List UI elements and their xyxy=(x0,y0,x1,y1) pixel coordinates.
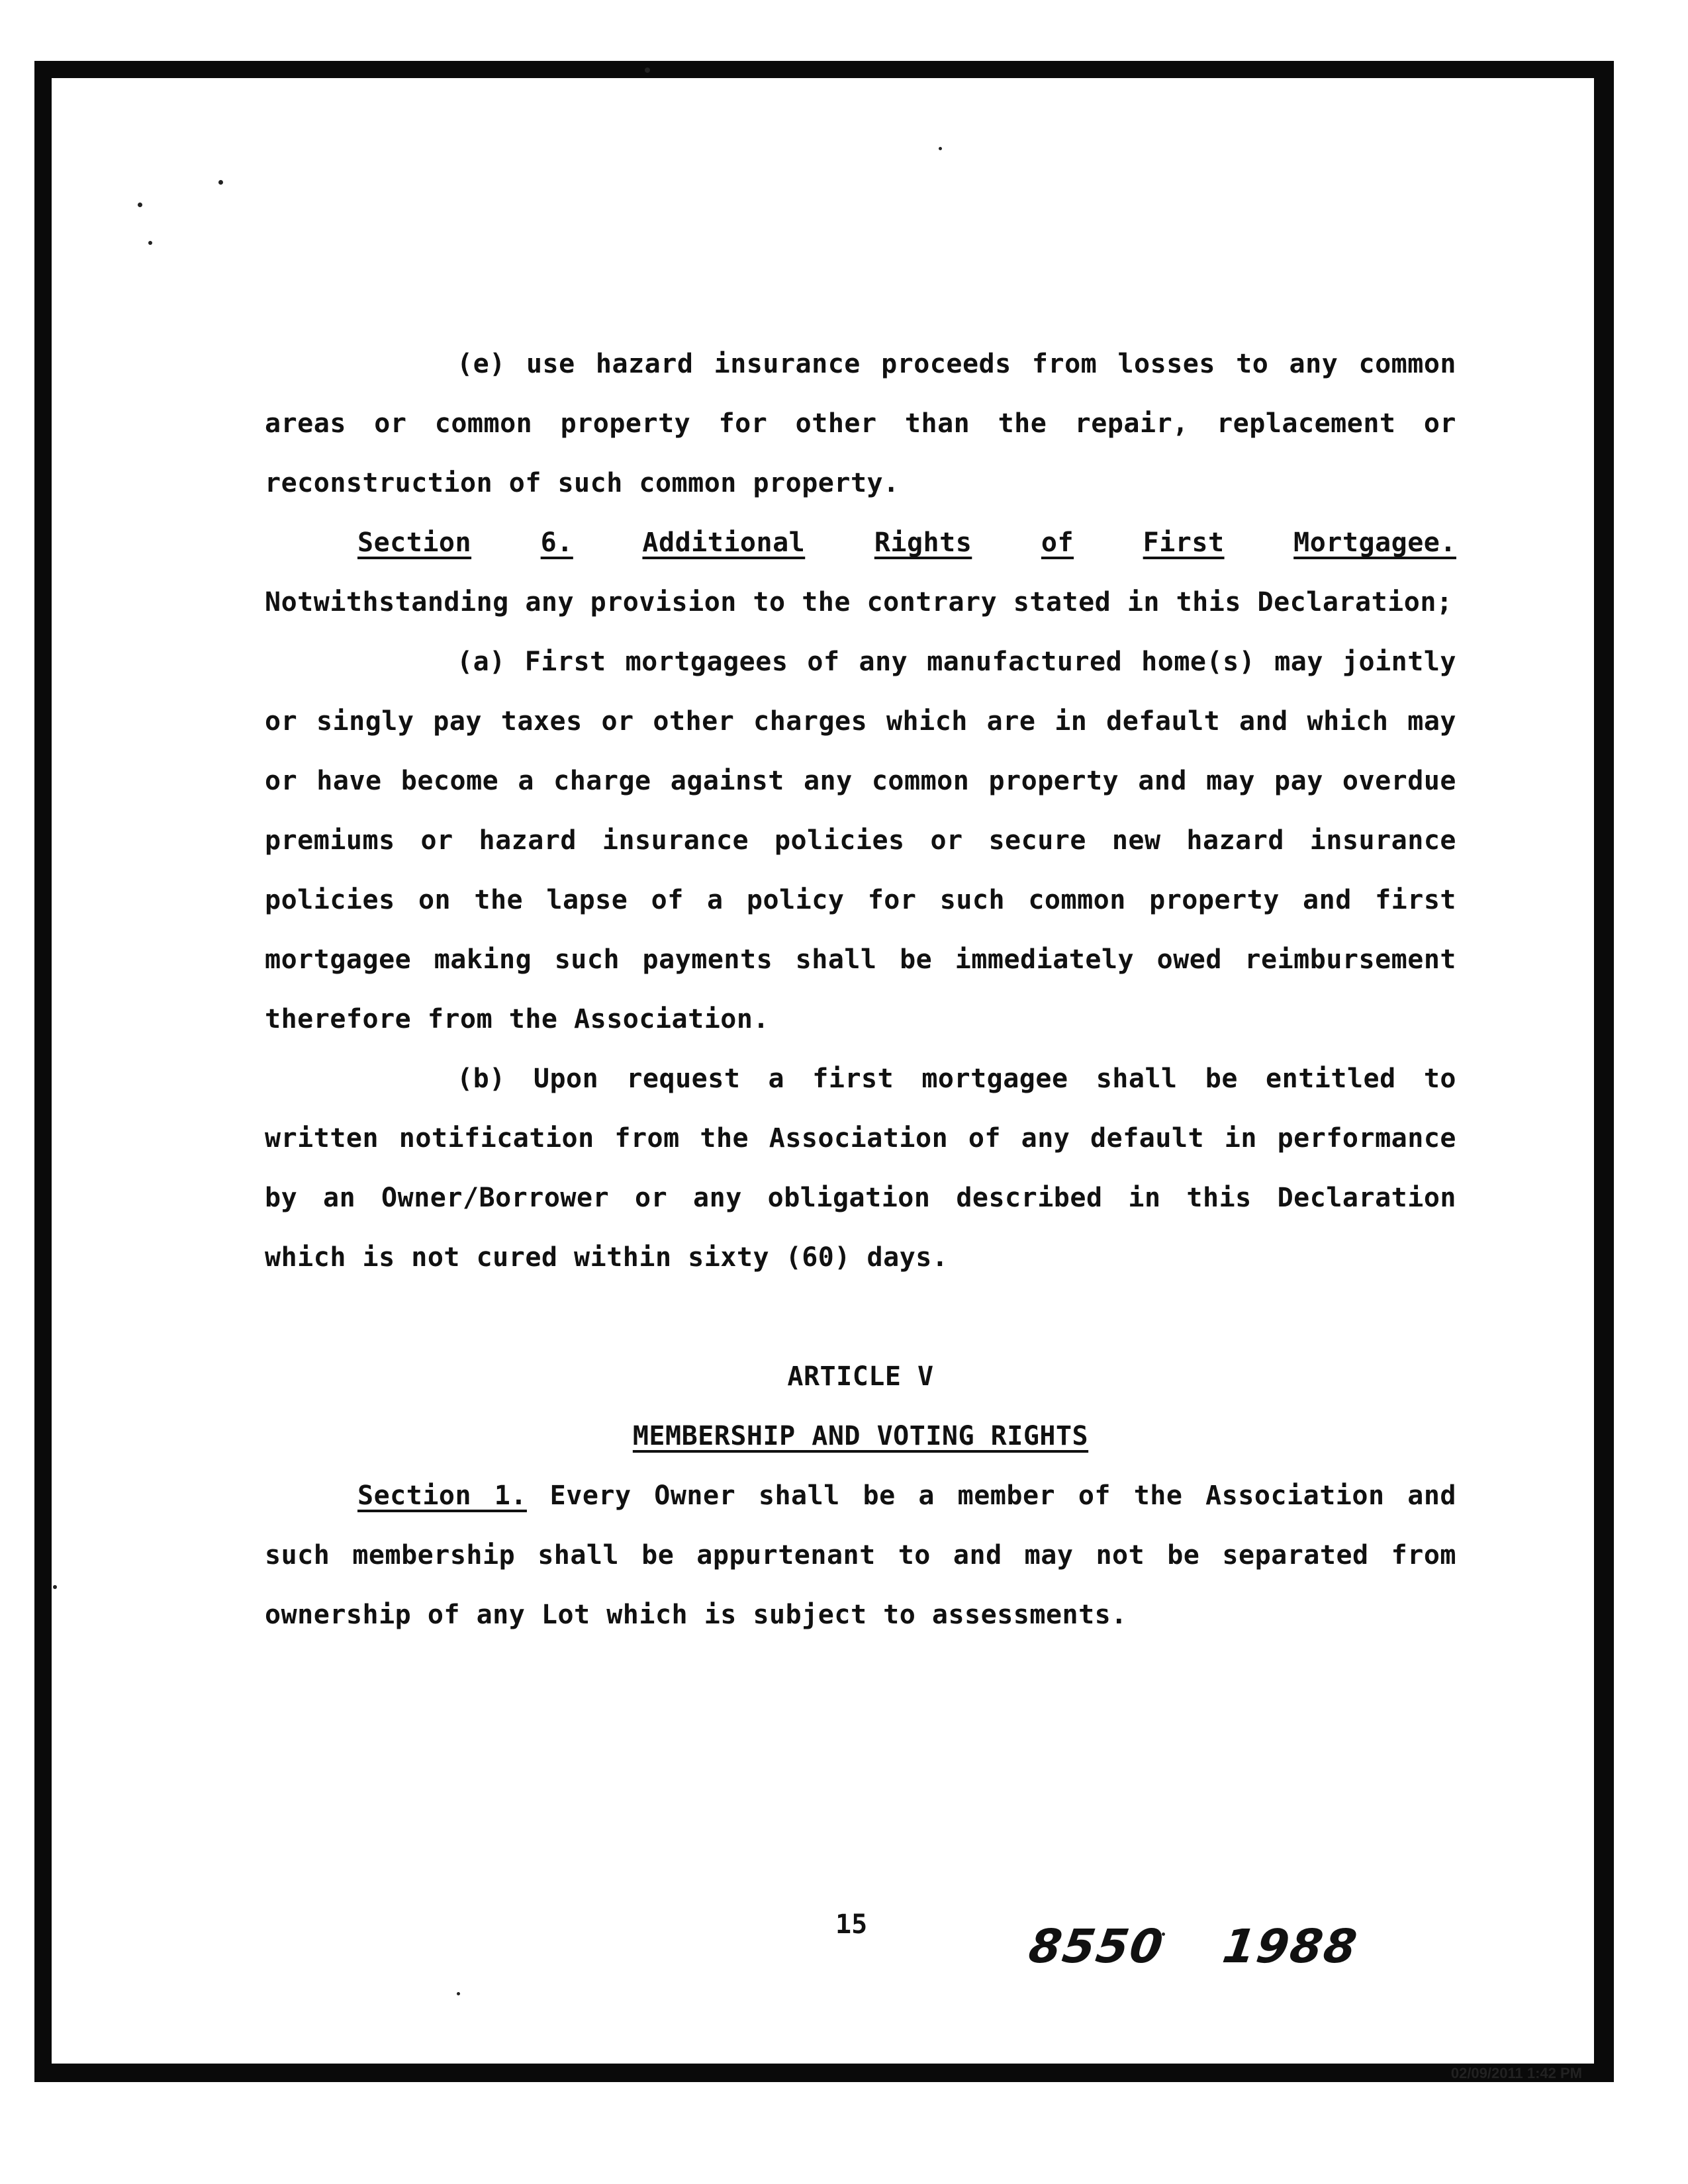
document-body xyxy=(265,334,1456,1645)
scan-speck xyxy=(138,203,142,207)
section-6-label: Section xyxy=(357,527,472,558)
scan-speck xyxy=(645,68,650,73)
book-page-stamp xyxy=(1025,1919,1361,1974)
scan-speck xyxy=(939,147,942,150)
paragraph-item-e: (e) use hazard insurance proceeds from losses to any common areas or common property for other than the repair, replacement or reconstruction of such common property. xyxy=(265,349,1456,498)
section-6-title-word: Rights xyxy=(874,527,972,558)
section-6-title-word: of xyxy=(1041,527,1074,558)
article-section-1-body: Every Owner shall be a member of the Association and such membership shall be appurtenant to and may not be separated from ownership of any Lot which is subject to assessments. xyxy=(265,1480,1456,1630)
article-heading: ARTICLE V xyxy=(787,1361,934,1392)
article-section-1 xyxy=(265,1466,1456,1645)
book-number: 8550 xyxy=(1025,1919,1168,1974)
section-6-number: 6. xyxy=(540,527,573,558)
article-section-1-label: Section 1. xyxy=(357,1480,527,1511)
page-number: 15 xyxy=(835,1909,868,1940)
paragraph-item-b: (b) Upon request a first mortgagee shall be entitled to written notification from the Association of any default in performance by an Owner/Borrower or any obligation described in this Declaration which is not cured within sixty (60) days. xyxy=(265,1064,1456,1273)
article-title-line xyxy=(265,1406,1456,1466)
print-timestamp: 02/09/2011 1:42 PM xyxy=(1450,2065,1582,2081)
section-6-title-word: Additional xyxy=(642,527,806,558)
spacer xyxy=(265,1287,1456,1347)
scan-speck xyxy=(218,180,223,185)
book-page: 1988 xyxy=(1219,1919,1362,1974)
section-6-title-word: Mortgagee. xyxy=(1293,527,1456,558)
section-6-title-word: First xyxy=(1143,527,1225,558)
article-title: MEMBERSHIP AND VOTING RIGHTS xyxy=(632,1421,1089,1451)
section-6-heading xyxy=(265,513,1456,572)
scan-speck xyxy=(53,1585,57,1589)
scan-speck xyxy=(457,1992,460,1995)
scan-speck xyxy=(148,241,152,245)
section-6-body: Notwithstanding any provision to the contrary stated in this Declaration; xyxy=(265,587,1453,617)
paragraph-item-a: (a) First mortgagees of any manufactured home(s) may jointly or singly pay taxes or other charges which are in default and which may or have become a charge against any common property and may pay overdue premiums or hazard insurance policies or secure new hazard insurance policies on the lapse of a policy for such common property and first mortgagee making such payments shall be immediately owed reimbursement therefore from the Association. xyxy=(265,647,1456,1034)
